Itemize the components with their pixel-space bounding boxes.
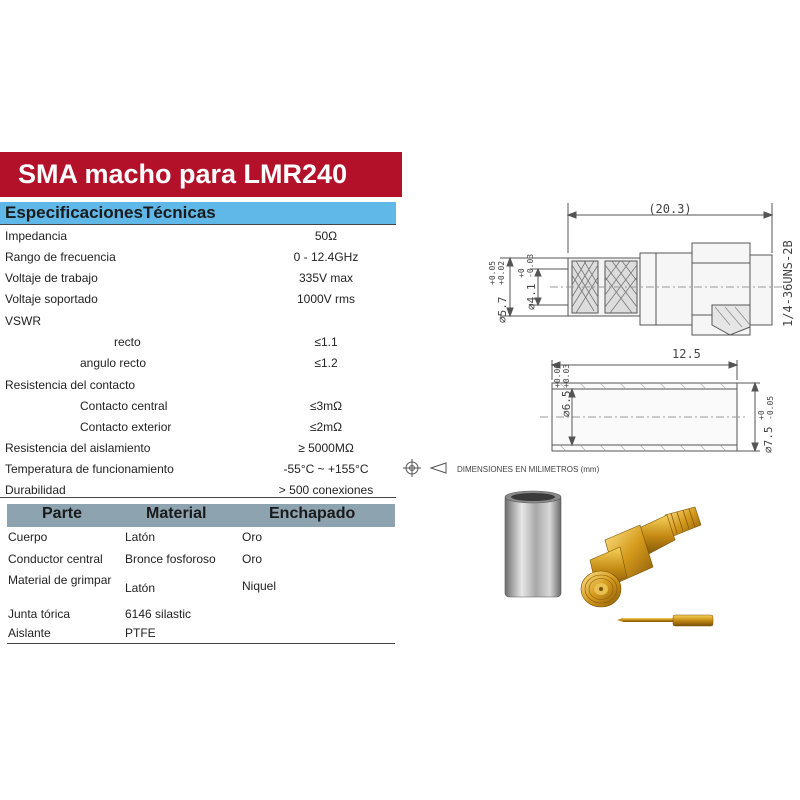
dim-inner-tol-bottom: -0.03 bbox=[526, 253, 535, 278]
material-part: Conductor central bbox=[8, 552, 103, 566]
material-plating: Niquel bbox=[242, 579, 277, 593]
spec-row bbox=[0, 438, 396, 458]
material-part: Material de grimpar bbox=[8, 573, 112, 587]
spec-value: ≤3mΩ bbox=[309, 399, 343, 413]
divider bbox=[0, 497, 396, 498]
dim-inner-tol-top: +0 bbox=[517, 268, 526, 278]
ferrule-image bbox=[505, 491, 561, 597]
dim-outer-diameter: ⌀5.7 bbox=[496, 296, 509, 323]
spec-label: Rango de frecuencia bbox=[5, 250, 116, 264]
material-name: Bronce fosforoso bbox=[125, 552, 216, 566]
spec-row bbox=[0, 353, 396, 373]
header-plating: Enchapado bbox=[269, 505, 356, 522]
dim-ferrule-length: 12.5 bbox=[672, 347, 701, 361]
product-photo bbox=[495, 485, 720, 635]
spec-value: 50Ω bbox=[314, 229, 338, 243]
spec-label: Impedancia bbox=[5, 229, 68, 243]
spec-value: ≤2mΩ bbox=[309, 420, 343, 434]
spec-value: ≤1.1 bbox=[314, 335, 338, 349]
specs-header: EspecificacionesTécnicas bbox=[0, 202, 396, 224]
dim-outer-tol-bottom: +0.02 bbox=[497, 260, 506, 285]
dimensions-note: DIMENSIONES EN MILIMETROS (mm) bbox=[457, 465, 600, 474]
projection-symbol-icon bbox=[403, 459, 446, 477]
spec-row bbox=[0, 268, 396, 288]
spec-row bbox=[0, 332, 396, 352]
dim-ferrule-inner: ⌀6.5 bbox=[560, 390, 573, 417]
material-name: Latón bbox=[125, 530, 156, 544]
spec-value: 335V max bbox=[298, 271, 354, 285]
material-name: 6146 silastic bbox=[125, 607, 192, 621]
spec-value: ≤1.2 bbox=[314, 356, 338, 370]
material-name: PTFE bbox=[125, 626, 156, 640]
dim-inner-diameter: ⌀4.1 bbox=[525, 283, 538, 310]
spec-label: VSWR bbox=[5, 314, 41, 328]
spec-label: Contacto central bbox=[80, 399, 168, 413]
spec-row bbox=[0, 311, 396, 331]
spec-row bbox=[0, 396, 396, 416]
spec-label: Temperatura de funcionamiento bbox=[5, 462, 174, 476]
dim-ferrule-inner-tol-bottom: +0.03 bbox=[562, 363, 571, 388]
dim-ferrule-outer: ⌀7.5 bbox=[762, 426, 775, 453]
spec-row bbox=[0, 375, 396, 395]
material-part: Cuerpo bbox=[8, 530, 48, 544]
material-part: Aislante bbox=[8, 626, 51, 640]
center-pin-image bbox=[617, 615, 713, 626]
spec-label: Durabilidad bbox=[5, 483, 66, 497]
technical-drawing bbox=[400, 195, 800, 480]
spec-label: Resistencia del contacto bbox=[5, 378, 136, 392]
spec-value: ≥ 5000MΩ bbox=[298, 441, 354, 455]
spec-label: Voltaje soportado bbox=[5, 292, 98, 306]
material-part: Junta tórica bbox=[8, 607, 71, 621]
spec-label: Voltaje de trabajo bbox=[5, 271, 98, 285]
materials-header bbox=[7, 504, 395, 527]
spec-row bbox=[0, 417, 396, 437]
divider bbox=[7, 643, 395, 644]
dim-ferrule-inner-tol-top: +0.06 bbox=[553, 363, 562, 388]
spec-value: > 500 conexiones bbox=[278, 483, 374, 497]
page-title: SMA macho para LMR240 bbox=[0, 152, 402, 197]
dim-ferrule-outer-tol-bottom: -0.05 bbox=[766, 395, 775, 420]
spec-value: 1000V rms bbox=[296, 292, 356, 306]
spec-value: -55°C ~ +155°C bbox=[283, 462, 369, 476]
spec-label: recto bbox=[114, 335, 141, 349]
spec-label: Contacto exterior bbox=[80, 420, 172, 434]
dim-ferrule-outer-tol-top: +0 bbox=[757, 410, 766, 420]
spec-value: 0 - 12.4GHz bbox=[293, 250, 359, 264]
spec-row bbox=[0, 459, 396, 479]
header-material: Material bbox=[146, 505, 207, 522]
divider bbox=[0, 224, 396, 225]
spec-label: angulo recto bbox=[80, 356, 147, 370]
connector-image bbox=[581, 507, 701, 607]
dim-thread: 1/4-36UNS-2B bbox=[781, 240, 795, 327]
spec-row bbox=[0, 247, 396, 267]
material-plating: Oro bbox=[242, 530, 263, 544]
spec-row bbox=[0, 289, 396, 309]
material-plating: Oro bbox=[242, 552, 263, 566]
spec-row bbox=[0, 226, 396, 246]
header-part: Parte bbox=[42, 505, 83, 522]
dim-outer-tol-top: +0.05 bbox=[488, 260, 497, 285]
spec-label: Resistencia del aislamiento bbox=[5, 441, 151, 455]
material-name: Latón bbox=[125, 581, 156, 595]
dim-total-length: (20.3) bbox=[648, 202, 692, 216]
